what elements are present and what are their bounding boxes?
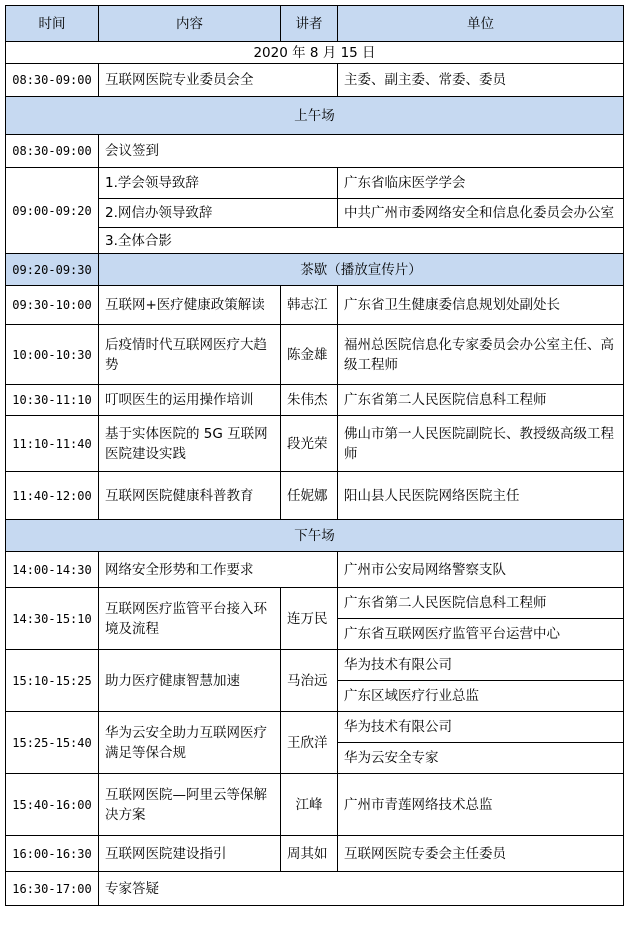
- content-cell: 基于实体医院的 5G 互联网医院建设实践: [99, 416, 281, 472]
- unit-cell: 广东省互联网医疗监管平台运营中心: [338, 619, 624, 650]
- header-unit: 单位: [338, 6, 624, 42]
- unit-cell: 广州市青莲网络技术总监: [338, 774, 624, 836]
- content-cell: 会议签到: [99, 135, 624, 168]
- unit-cell: 主委、副主委、常委、委员: [338, 64, 624, 97]
- speaker-cell: 段光荣: [281, 416, 338, 472]
- content-cell: 助力医疗健康智慧加速: [99, 650, 281, 712]
- speaker-cell: 任妮娜: [281, 472, 338, 520]
- content-cell: 3.全体合影: [99, 228, 624, 254]
- unit-cell: 中共广州市委网络安全和信息化委员会办公室: [338, 199, 624, 228]
- time-cell: 15:25-15:40: [6, 712, 99, 774]
- content-cell: 网络安全形势和工作要求: [99, 552, 338, 588]
- content-cell: 互联网医院健康科普教育: [99, 472, 281, 520]
- speaker-cell: 韩志江: [281, 286, 338, 325]
- table-row: [6, 872, 624, 906]
- content-cell: 华为云安全助力互联网医疗满足等保合规: [99, 712, 281, 774]
- unit-cell: 广东省第二人民医院信息科工程师: [338, 588, 624, 619]
- time-cell: 09:20-09:30: [6, 254, 99, 286]
- table-row: [6, 286, 624, 325]
- unit-cell: 佛山市第一人民医院副院长、教授级高级工程师: [338, 416, 624, 472]
- table-row: [6, 228, 624, 254]
- time-cell: 09:30-10:00: [6, 286, 99, 325]
- speaker-cell: 连万民: [281, 588, 338, 650]
- content-cell: 叮呗医生的运用操作培训: [99, 385, 281, 416]
- table-row: [6, 64, 624, 97]
- table-row: [6, 774, 624, 836]
- table-row: [6, 385, 624, 416]
- section-band-afternoon: [6, 520, 624, 552]
- unit-cell: 华为技术有限公司: [338, 650, 624, 681]
- speaker-cell: 朱伟杰: [281, 385, 338, 416]
- unit-cell: 互联网医院专委会主任委员: [338, 836, 624, 872]
- unit-cell: 华为技术有限公司: [338, 712, 624, 743]
- unit-cell: 广东省第二人民医院信息科工程师: [338, 385, 624, 416]
- unit-cell: 广州市公安局网络警察支队: [338, 552, 624, 588]
- speaker-cell: 江峰: [281, 774, 338, 836]
- unit-cell: 福州总医院信息化专家委员会办公室主任、高级工程师: [338, 325, 624, 385]
- time-cell: 11:10-11:40: [6, 416, 99, 472]
- time-cell: 16:00-16:30: [6, 836, 99, 872]
- header-content: 内容: [99, 6, 281, 42]
- time-cell: 16:30-17:00: [6, 872, 99, 906]
- time-cell: 08:30-09:00: [6, 135, 99, 168]
- date-row: [6, 42, 624, 64]
- table-row: [6, 552, 624, 588]
- tea-break-row: [6, 254, 624, 286]
- table-row: [6, 650, 624, 681]
- content-cell: 1.学会领导致辞: [99, 168, 338, 199]
- table-row: [6, 416, 624, 472]
- content-cell: 茶歇（播放宣传片）: [99, 254, 624, 286]
- table-row: [6, 588, 624, 619]
- date-label: 2020 年 8 月 15 日: [6, 42, 624, 64]
- header-row: [6, 6, 624, 42]
- time-cell: 09:00-09:20: [6, 168, 99, 254]
- speaker-cell: 王欣洋: [281, 712, 338, 774]
- schedule-table: [5, 5, 624, 906]
- content-cell: 互联网医院建设指引: [99, 836, 281, 872]
- speaker-cell: 马治远: [281, 650, 338, 712]
- section-label: 上午场: [6, 97, 624, 135]
- time-cell: 14:30-15:10: [6, 588, 99, 650]
- unit-cell: 阳山县人民医院网络医院主任: [338, 472, 624, 520]
- unit-cell: 广东区域医疗行业总监: [338, 681, 624, 712]
- time-cell: 15:40-16:00: [6, 774, 99, 836]
- section-label: 下午场: [6, 520, 624, 552]
- unit-cell: 广东省临床医学学会: [338, 168, 624, 199]
- table-row: [6, 472, 624, 520]
- header-time: 时间: [6, 6, 99, 42]
- time-cell: 15:10-15:25: [6, 650, 99, 712]
- time-cell: 10:00-10:30: [6, 325, 99, 385]
- table-row: [6, 712, 624, 743]
- unit-cell: 华为云安全专家: [338, 743, 624, 774]
- table-row: [6, 135, 624, 168]
- content-cell: 后疫情时代互联网医疗大趋势: [99, 325, 281, 385]
- unit-cell: 广东省卫生健康委信息规划处副处长: [338, 286, 624, 325]
- section-band-morning: [6, 97, 624, 135]
- table-row: [6, 199, 624, 228]
- time-cell: 08:30-09:00: [6, 64, 99, 97]
- content-cell: 互联网医院—阿里云等保解决方案: [99, 774, 281, 836]
- content-cell: 互联网医院专业委员会全: [99, 64, 338, 97]
- table-row: [6, 325, 624, 385]
- time-cell: 14:00-14:30: [6, 552, 99, 588]
- time-cell: 11:40-12:00: [6, 472, 99, 520]
- time-cell: 10:30-11:10: [6, 385, 99, 416]
- header-speaker: 讲者: [281, 6, 338, 42]
- content-cell: 2.网信办领导致辞: [99, 199, 338, 228]
- table-row: [6, 836, 624, 872]
- content-cell: 互联网医疗监管平台接入环境及流程: [99, 588, 281, 650]
- speaker-cell: 陈金雄: [281, 325, 338, 385]
- table-row: [6, 168, 624, 199]
- content-cell: 互联网+医疗健康政策解读: [99, 286, 281, 325]
- speaker-cell: 周其如: [281, 836, 338, 872]
- content-cell: 专家答疑: [99, 872, 624, 906]
